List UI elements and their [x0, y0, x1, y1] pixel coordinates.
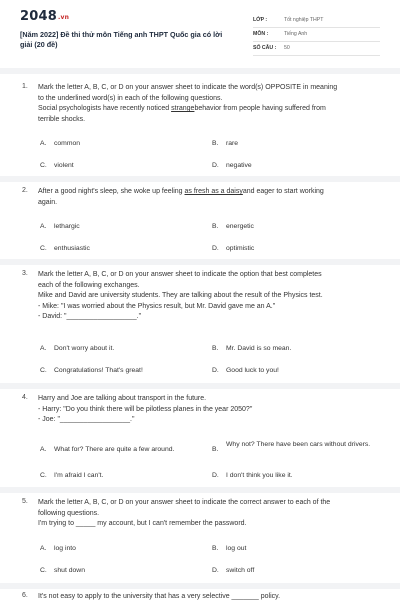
option-letter: A.: [40, 223, 47, 230]
option-text: I don't think you like it.: [226, 472, 293, 479]
option-letter: A.: [40, 545, 47, 552]
option-letter: A.: [40, 345, 47, 352]
question-line: following questions.: [38, 509, 100, 517]
question-line: - David: "__________________.": [38, 313, 142, 320]
meta-count-row: [253, 42, 380, 56]
option-letter: B.: [212, 140, 219, 147]
option-text: log into: [54, 545, 76, 552]
option-letter: D.: [212, 567, 219, 574]
option-letter: C.: [40, 162, 47, 169]
question-line: to the underlined word(s) in each of the following questions.: [38, 94, 223, 102]
option-letter: A.: [40, 140, 47, 147]
option-text: Don't worry about it.: [54, 345, 115, 352]
question-text: [38, 83, 380, 125]
option-text: Good luck to you!: [226, 367, 279, 374]
question-number: 3.: [22, 270, 28, 277]
question-1: [0, 80, 400, 180]
header-divider: [0, 68, 400, 74]
option-text: optimistic: [226, 245, 255, 252]
question-separator: [0, 176, 400, 182]
option-letter: C.: [40, 367, 47, 374]
question-line: Mark the letter A, B, C, or D on your answer sheet to indicate the word(s) OPPOSITE in meaning: [38, 84, 338, 91]
question-line: terrible shocks.: [38, 115, 86, 123]
text-segment: and eager to start working: [242, 188, 324, 195]
question-line: again.: [38, 198, 58, 206]
text-segment: After a good night's sleep, she woke up feeling: [38, 188, 185, 195]
question-line: each of the following exchanges.: [38, 281, 140, 289]
question-line: - Mike: "I was worried about the Physics result, but Mr. David gave me an A.": [38, 302, 276, 310]
text-segment: behavior from people having suffered from: [194, 105, 326, 112]
question-line: Mark the letter A, B, C, or D on your answer sheet to indicate the correct answer to each of the: [38, 499, 331, 506]
question-line: It's not easy to apply to the university that has a very selective _______ policy.: [38, 593, 281, 600]
option-text: violent: [54, 162, 74, 169]
option-letter: D.: [212, 367, 219, 374]
question-number: 4.: [22, 394, 28, 401]
question-number: 1.: [22, 83, 28, 90]
question-line: Mark the letter A, B, C, or D on your answer sheet to indicate the option that best completes: [38, 271, 322, 278]
option-text: I'm afraid I can't.: [54, 472, 104, 479]
option-letter: D.: [212, 245, 219, 252]
option-letter: B.: [212, 345, 219, 352]
logo-brand: 2048: [20, 9, 57, 24]
question-line: Mike and David are university students. They are talking about the result of the Physics test.: [38, 292, 323, 299]
question-line: Harry and Joe are talking about transport in the future.: [38, 395, 207, 402]
question-number: 5.: [22, 498, 28, 505]
question-2: [0, 184, 400, 264]
option-letter: B.: [212, 223, 219, 230]
meta-count-key: SỐ CÂU :: [253, 45, 277, 51]
option-text: Mr. David is so mean.: [226, 345, 292, 352]
meta-subject-row: [253, 28, 380, 42]
question-3: [0, 267, 400, 382]
option-text: common: [54, 140, 81, 147]
option-letter: C.: [40, 567, 47, 574]
option-text: Why not? There have been cars without drivers.: [226, 441, 371, 448]
meta-class-value: Tốt nghiệp THPT: [284, 17, 324, 23]
text-segment: Social psychologists have recently noticed: [38, 105, 172, 112]
question-line: [38, 104, 380, 115]
question-line: - Joe: "__________________.": [38, 416, 135, 423]
meta-class-key: LỚP :: [253, 17, 268, 23]
option-text: switch off: [226, 567, 255, 574]
document-title: [Năm 2022] Đề thi thử môn Tiếng anh THPT Quốc gia có lời giải (20 đề): [20, 30, 223, 49]
option-letter: C.: [40, 472, 47, 479]
meta-subject-key: MÔN :: [253, 31, 269, 37]
logo-suffix: .vn: [57, 14, 70, 21]
question-line: [38, 187, 380, 198]
option-letter: C.: [40, 245, 47, 252]
meta-count-value: 50: [284, 45, 290, 51]
meta-class-row: [253, 14, 380, 28]
underlined-word: strange: [171, 105, 195, 112]
option-letter: B.: [212, 446, 219, 453]
question-number: 6.: [22, 592, 28, 599]
question-number: 2.: [22, 187, 28, 194]
question-separator: [0, 259, 400, 265]
option-text: log out: [226, 545, 247, 552]
question-4: [0, 391, 400, 491]
option-letter: B.: [212, 545, 219, 552]
question-text: [38, 394, 380, 426]
option-text: negative: [226, 162, 252, 169]
question-separator: [0, 487, 400, 493]
site-logo[interactable]: [20, 9, 69, 24]
option-text: energetic: [226, 223, 254, 230]
page-header: [0, 0, 400, 64]
question-separator: [0, 583, 400, 589]
underlined-phrase: as fresh as a daisy: [184, 188, 243, 195]
question-separator: [0, 383, 400, 389]
option-text: rare: [226, 140, 239, 147]
question-6: [0, 590, 400, 600]
question-text: [38, 498, 380, 530]
option-letter: D.: [212, 162, 219, 169]
option-text: enthusiastic: [54, 245, 90, 252]
meta-subject-value: Tiếng Anh: [284, 31, 308, 37]
option-text: lethargic: [54, 223, 80, 230]
question-text: [38, 270, 380, 323]
option-letter: A.: [40, 446, 47, 453]
option-text: What for? There are quite a few around.: [54, 446, 175, 453]
option-text: Congratulations! That's great!: [54, 367, 143, 374]
question-line: I'm trying to _____ my account, but I can't remember the password.: [38, 520, 247, 527]
question-line: - Harry: "Do you think there will be pilotless planes in the year 2050?": [38, 405, 253, 413]
option-letter: D.: [212, 472, 219, 479]
question-text: [38, 187, 380, 208]
question-5: [0, 495, 400, 580]
question-text: [38, 592, 380, 600]
option-text: shut down: [54, 567, 85, 574]
